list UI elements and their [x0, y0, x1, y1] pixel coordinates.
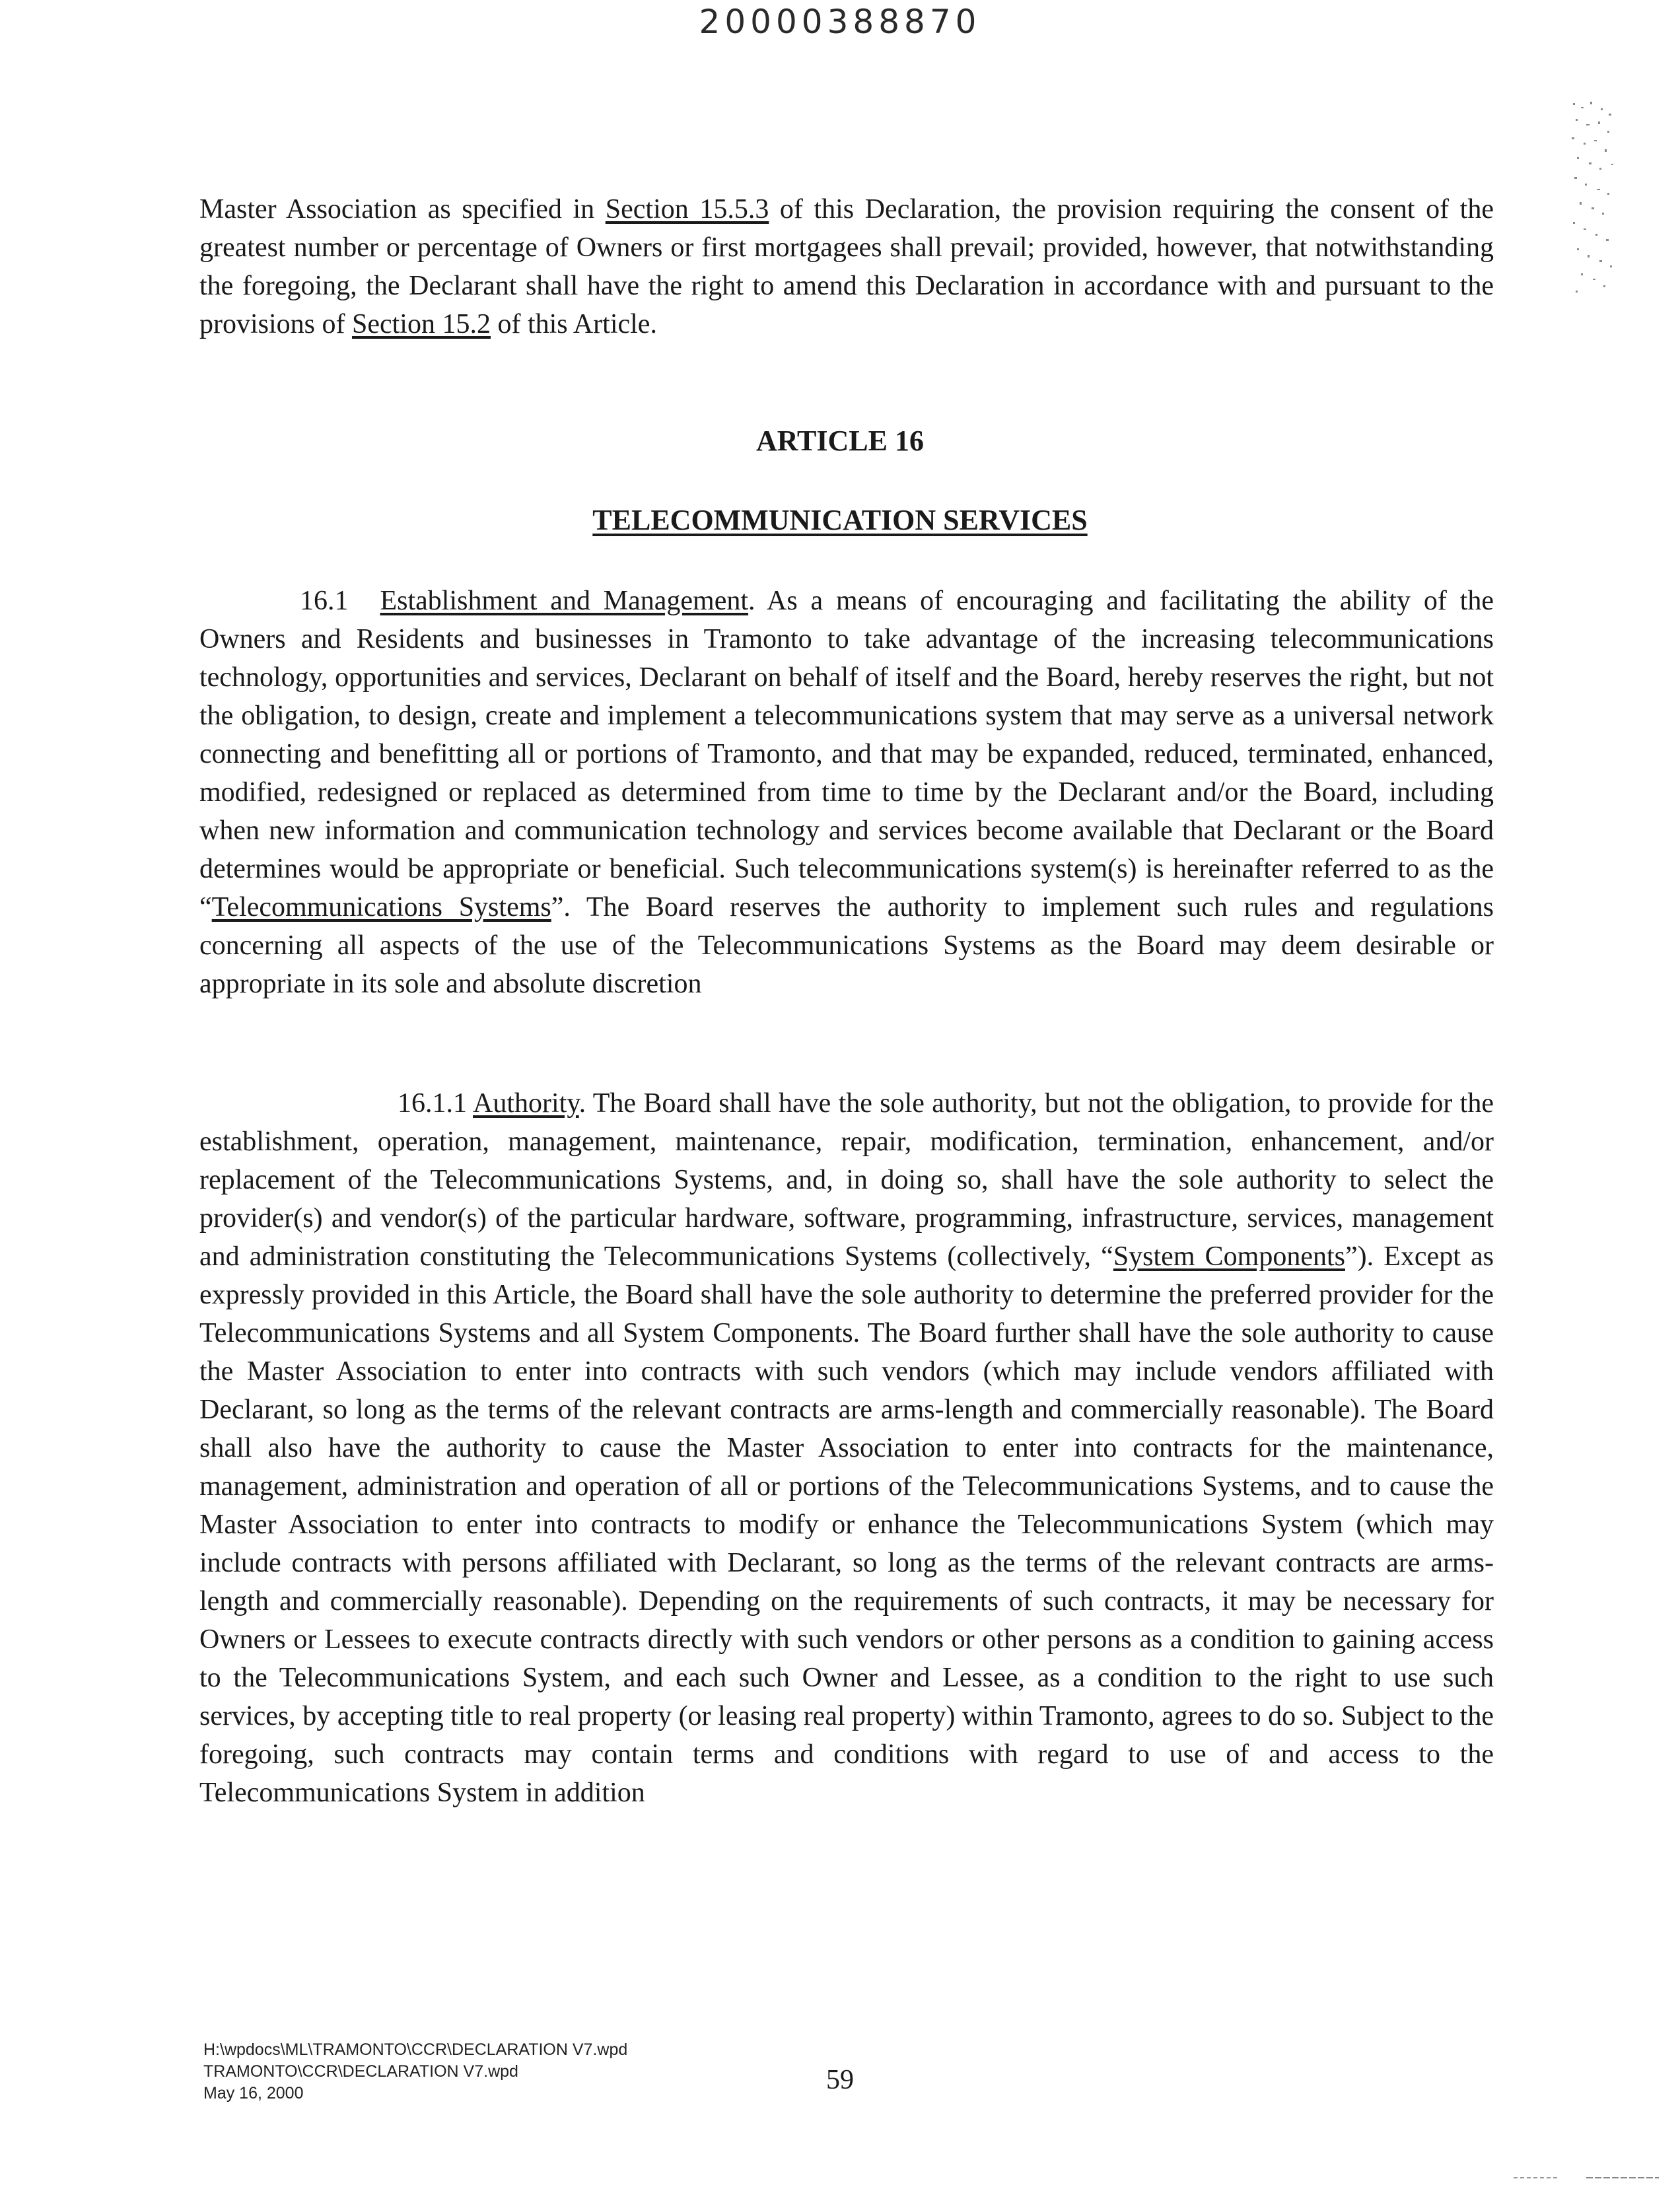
section-16-1-number: 16.1	[300, 586, 349, 616]
section-reference-15-5-3: Section 15.5.3	[605, 194, 769, 225]
intro-paragraph	[199, 190, 1494, 343]
section-16-1-heading: Establishment and Management	[380, 586, 749, 616]
section-16-1-1-text-2: ”). Except as expressly provided in this Article, the Board shall have the sole authority to determine the preferred provider for the Telecommunications Systems and all System Components. The Board further shall have the sole authority to cause the Master Association to enter into contracts with such vendors (which may include vendors affiliated with Declarant, so long as the terms of the relevant contracts are arms-length and commercially reasonable). The Board shall also have the authority to cause the Master Association to enter into contracts for the maintenance, management, administration and operation of all or portions of the Telecommunications Systems, and to cause the Master Association to enter into contracts to modify or enhance the Telecommunications System (which may include contracts with persons affiliated with Declarant, so long as the terms of the relevant contracts are arms-length and commercially reasonable). Depending on the requirements of such contracts, it may be necessary for Owners or Lessees to execute contracts directly with such vendors or other persons as a condition to gaining access to the Telecommunications System, and each such Owner and Lessee, as a condition to the right to use such services, by accepting title to real property (or leasing real property) within Tramonto, agrees to do so. Subject to the foregoing, such contracts may contain terms and conditions with regard to use of and access to the Telecommunications System in addition	[199, 1241, 1494, 1808]
defined-term-system-components: System Components	[1113, 1241, 1345, 1272]
footer-file-path-1: H:\wpdocs\ML\TRAMONTO\CCR\DECLARATION V7.wpd	[203, 2040, 628, 2059]
footer-date: May 16, 2000	[203, 2084, 304, 2102]
section-16-1-1-text-1: . The Board shall have the sole authority, but not the obligation, to provide for the establishment, operation, management, maintenance, repair, modification, termination, enhancement, and/or replacement of the Telecommunications Systems, and, in doing so, shall have the sole authority to select the provider(s) and vendor(s) of the particular hardware, software, programming, infrastructure, services, management and administration constituting the Telecommunications Systems (collectively, “	[199, 1088, 1494, 1272]
section-16-1-1-heading: Authority	[473, 1088, 579, 1119]
margin-stamp-mark	[1568, 99, 1618, 297]
page-number: 59	[826, 2065, 854, 2095]
defined-term-telecommunications-systems: Telecommunications Systems	[211, 892, 551, 922]
intro-text-1: Master Association as specified in	[199, 194, 606, 225]
section-16-1-1-number: 16.1.1	[398, 1088, 467, 1119]
intro-text-3: of this Article.	[490, 309, 657, 339]
document-number: 20000388870	[699, 3, 981, 41]
intro-text-2: of this Declaration, the provision requiring the consent of the greatest number or percentage of Owners or first mortgagees shall prevail; provided, however, that notwithstanding the foregoing, the Declarant shall have the right to amend this Declaration in accordance with and pursuant to the provisions of	[199, 194, 1494, 339]
scan-artifact-mark	[1514, 2175, 1659, 2180]
footer-file-path-2: TRAMONTO\CCR\DECLARATION V7.wpd	[203, 2062, 518, 2081]
section-16-1-text-2: ”. The Board reserves the authority to implement such rules and regulations concerning all aspects of the use of the Telecommunications Systems as the Board may deem desirable or appropriate in its sole and absolute discretion	[199, 892, 1494, 999]
article-number-heading: ARTICLE 16	[756, 425, 924, 457]
section-16-1-paragraph	[199, 582, 1494, 1003]
section-16-1-text-1: . As a means of encouraging and facilitating the ability of the Owners and Residents and businesses in Tramonto to take advantage of the increasing telecommunications technology, opportunities and services, Declarant on behalf of itself and the Board, hereby reserves the right, but not the obligation, to design, create and implement a telecommunications system that may serve as a universal network connecting and benefitting all or portions of Tramonto, and that may be expanded, reduced, terminated, enhanced, modified, redesigned or replaced as determined from time to time by the Declarant and/or the Board, including when new information and communication technology and services become available that Declarant or the Board determines would be appropriate or beneficial. Such telecommunications system(s) is hereinafter referred to as the “	[199, 586, 1494, 922]
article-title-heading: TELECOMMUNICATION SERVICES	[592, 504, 1088, 536]
section-reference-15-2: Section 15.2	[352, 309, 491, 339]
section-16-1-1-paragraph	[199, 1084, 1494, 1812]
